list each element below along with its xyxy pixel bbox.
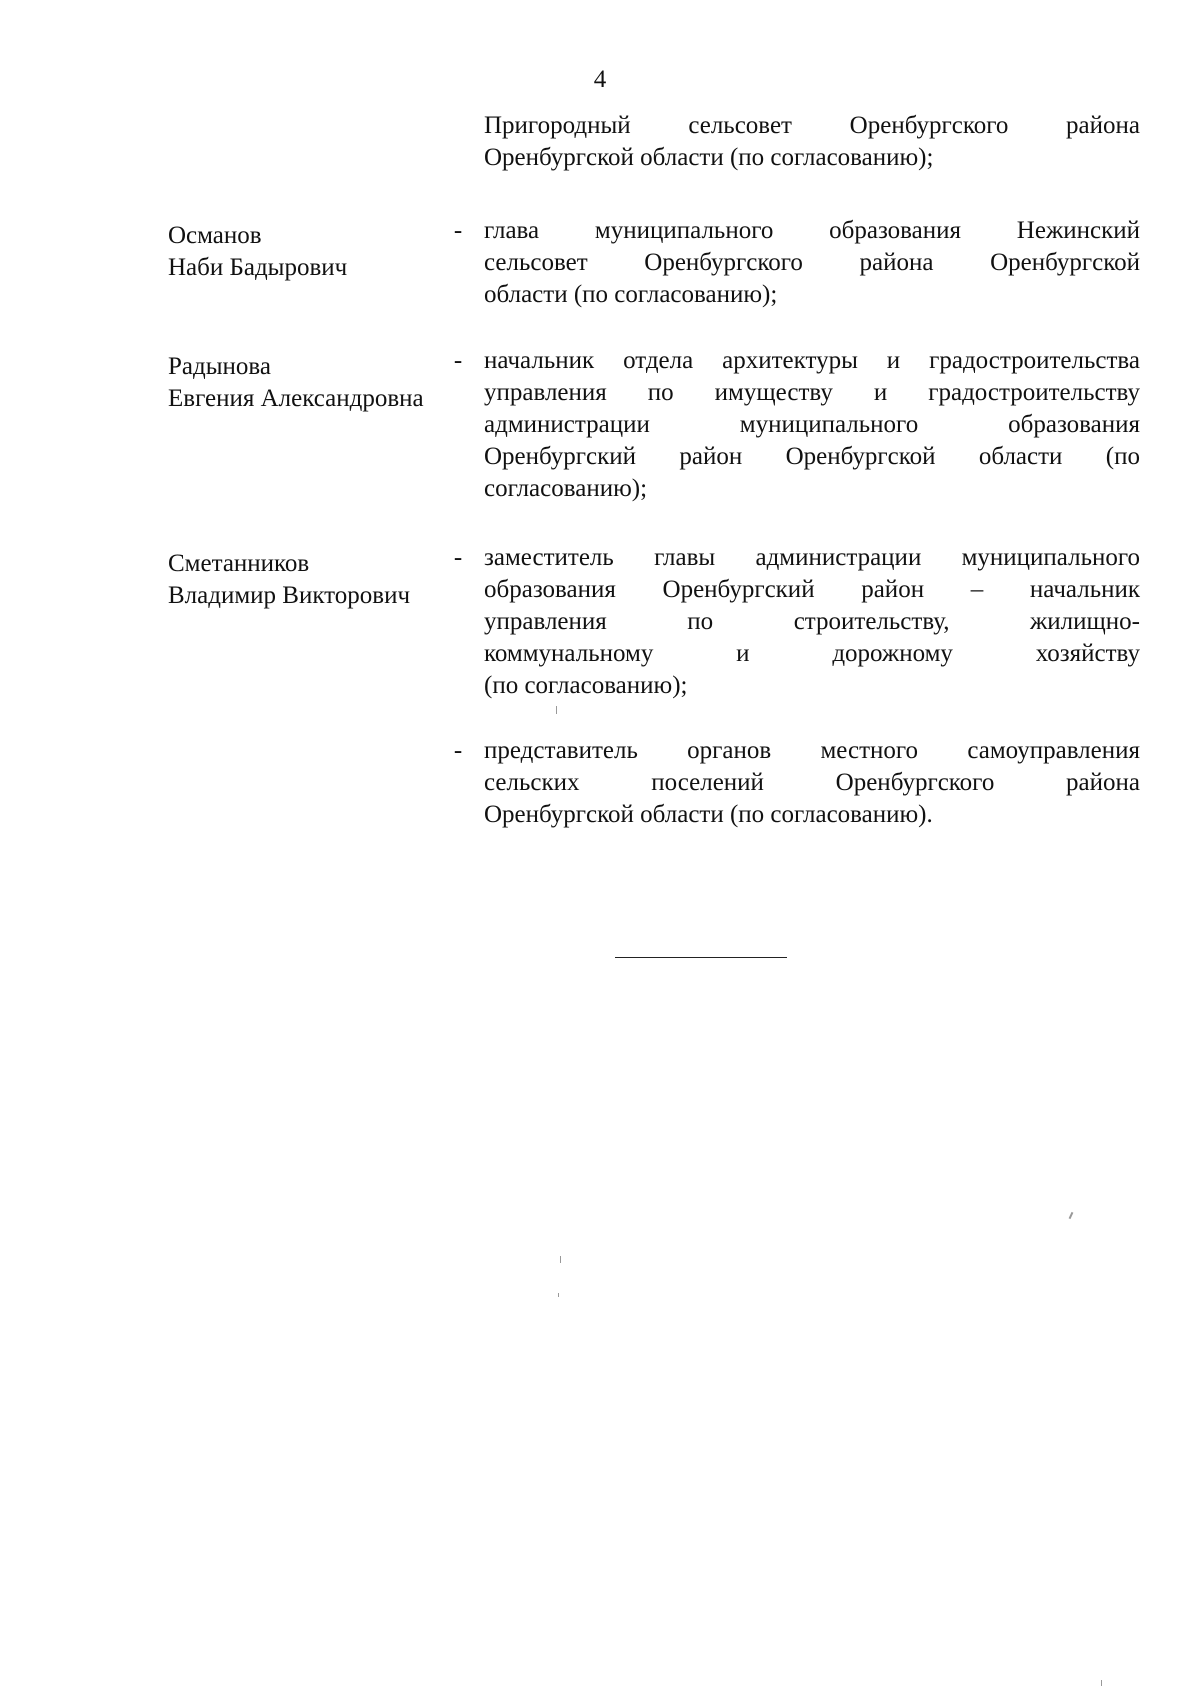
description-line: (по согласованию); xyxy=(484,672,688,699)
member-description xyxy=(484,542,1140,702)
member-given-names: Владимир Викторович xyxy=(168,582,411,609)
description-line: Пригородный сельсовет Оренбургского района xyxy=(484,112,1140,139)
description-line: сельсовет Оренбургского района Оренбургской xyxy=(484,249,1140,276)
member-description xyxy=(484,735,1140,831)
scan-speck xyxy=(1101,1680,1102,1686)
description-line: согласованию); xyxy=(484,475,648,502)
dash-separator: - xyxy=(453,544,463,571)
description-line: Оренбургской области (по согласованию); xyxy=(484,144,934,171)
description-line: коммунальному и дорожному хозяйству xyxy=(484,640,1140,667)
description-line: управления по строительству, жилищно- xyxy=(484,608,1140,635)
scan-speck xyxy=(1069,1212,1074,1219)
description-line: Оренбургский район Оренбургской области (по xyxy=(484,443,1140,470)
dash-separator: - xyxy=(453,347,463,374)
member-given-names: Евгения Александровна xyxy=(168,385,424,412)
intro-description xyxy=(484,110,1140,174)
member-surname: Сметанников xyxy=(168,550,310,577)
member-surname: Османов xyxy=(168,222,262,249)
description-line: начальник отдела архитектуры и градостроительства xyxy=(484,347,1140,374)
member-name xyxy=(168,548,468,612)
description-line: сельских поселений Оренбургского района xyxy=(484,769,1140,796)
page-number: 4 xyxy=(593,66,607,93)
description-line: образования Оренбургский район – начальник xyxy=(484,576,1140,603)
description-line: администрации муниципального образования xyxy=(484,411,1140,438)
scan-speck xyxy=(558,1293,559,1297)
closing-rule xyxy=(615,957,787,958)
dash-separator: - xyxy=(453,737,463,764)
description-line: управления по имуществу и градостроительству xyxy=(484,379,1140,406)
member-given-names: Наби Бадырович xyxy=(168,254,348,281)
member-name xyxy=(168,351,468,415)
description-line: области (по согласованию); xyxy=(484,281,778,308)
scan-speck xyxy=(556,706,557,714)
member-surname: Радынова xyxy=(168,353,271,380)
scan-speck xyxy=(560,1256,561,1263)
description-line: представитель органов местного самоуправления xyxy=(484,737,1140,764)
description-line: заместитель главы администрации муниципального xyxy=(484,544,1140,571)
dash-separator: - xyxy=(453,217,463,244)
member-description xyxy=(484,345,1140,505)
member-name xyxy=(168,220,468,284)
member-description xyxy=(484,215,1140,311)
description-line: глава муниципального образования Нежинский xyxy=(484,217,1140,244)
description-line: Оренбургской области (по согласованию). xyxy=(484,801,933,828)
